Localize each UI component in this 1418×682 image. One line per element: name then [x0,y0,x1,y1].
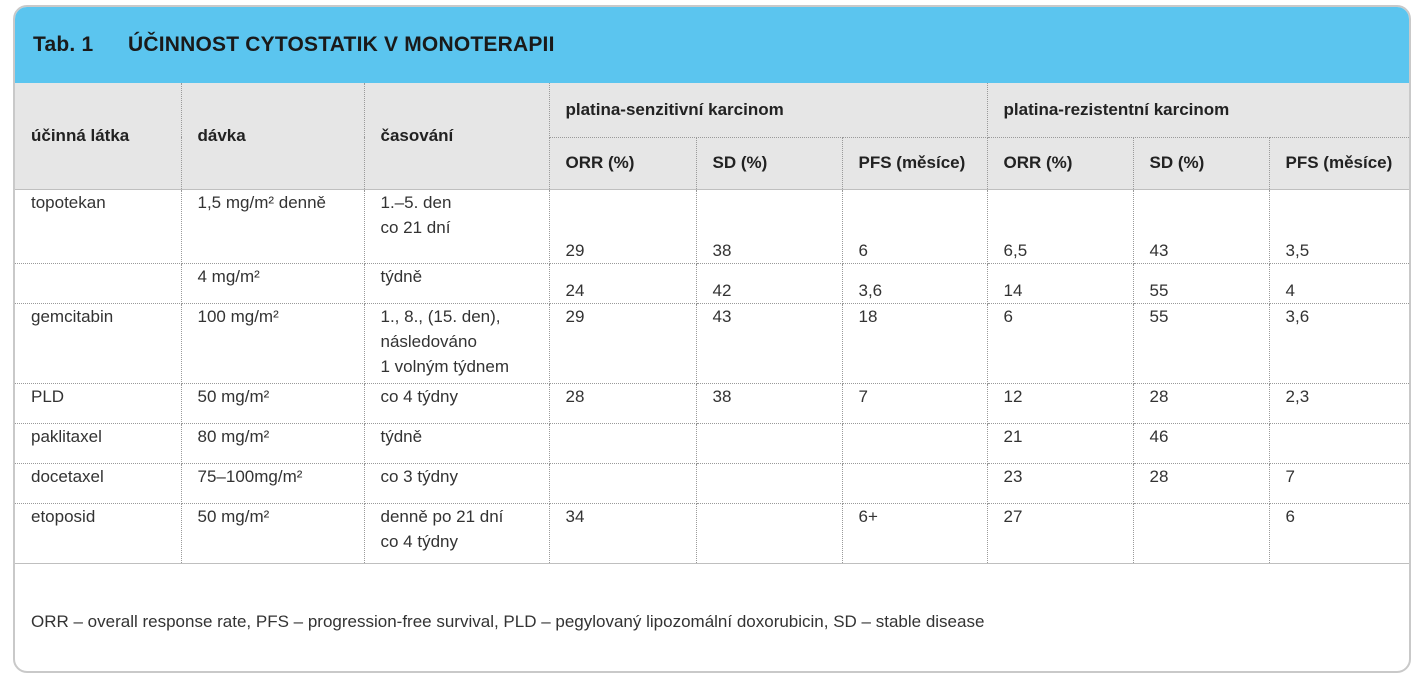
cell-sensitive-sd [696,463,842,503]
timing-line: týdně [380,266,423,286]
cell-resistant-sd [1133,503,1269,563]
timing-line: 1., 8., (15. den), [380,306,501,326]
cell-substance: paklitaxel [15,423,181,463]
col-sensitive-pfs: PFS (měsíce) [842,137,987,189]
cell-resistant-pfs: 6 [1285,506,1295,526]
table-number: Tab. 1 [33,33,94,56]
col-resistant-pfs: PFS (měsíce) [1269,137,1411,189]
cell-resistant-pfs [1269,423,1411,463]
cell-resistant-sd: 28 [1133,463,1269,503]
cell-substance: PLD [15,383,181,423]
cell-substance: etoposid [15,503,181,563]
table-row [15,189,1411,263]
cell-substance: gemcitabin [15,303,181,383]
cell-resistant-orr: 27 [987,503,1133,563]
cell-sensitive-sd: 43 [696,303,842,383]
col-resistant-sd: SD (%) [1133,137,1269,189]
cell-timing [364,383,549,423]
cell-resistant-sd: 46 [1133,423,1269,463]
cell-resistant-sd: 28 [1133,383,1269,423]
cell-sensitive-sd [696,423,842,463]
cell-timing [364,189,549,263]
cell-resistant-sd: 55 [1133,263,1269,303]
col-dose: dávka [181,83,364,189]
cell-sensitive-pfs [842,423,987,463]
cell-resistant-sd: 43 [1133,189,1269,263]
cell-dose: 100 mg/m² [181,303,364,383]
cell-sensitive-sd [696,503,842,563]
timing-line: co 3 týdny [380,466,458,486]
col-sensitive-orr: ORR (%) [549,137,696,189]
table-footnote: ORR – overall response rate, PFS – progression-free survival, PLD – pegylovaný lipozomální doxorubicin, SD – stable disease [31,612,985,631]
cell-resistant-orr: 23 [987,463,1133,503]
timing-line: následováno [380,331,477,351]
cell-resistant-orr: 21 [987,423,1133,463]
timing-line: 1.–5. den [380,192,452,212]
cell-dose: 4 mg/m² [181,263,364,303]
cell-sensitive-orr: 24 [549,263,696,303]
cell-sensitive-sd: 38 [696,189,842,263]
cell-timing [364,463,549,503]
cell-sensitive-orr: 34 [549,503,696,563]
cell-resistant-pfs: 4 [1269,263,1411,303]
cell-resistant-orr: 6,5 [987,189,1133,263]
col-timing: časování [364,83,549,189]
cell-substance [15,263,181,303]
cell-resistant-sd: 55 [1133,303,1269,383]
footer-separator [15,563,1409,564]
cell-sensitive-orr: 29 [549,303,696,383]
cell-dose: 1,5 mg/m² denně [181,189,364,263]
cell-resistant-pfs: 7 [1269,463,1411,503]
table-body [15,189,1411,563]
table-card [13,5,1411,673]
table-row [15,503,1411,563]
cell-sensitive-pfs: 6+ [842,503,987,563]
col-group-sensitive: platina-senzitivní karcinom [549,83,987,137]
cell-sensitive-orr [549,423,696,463]
cell-substance: topotekan [15,189,181,263]
cell-sensitive-orr: 28 [549,383,696,423]
timing-line: týdně [380,426,423,446]
timing-line: co 4 týdny [380,531,458,551]
col-resistant-orr: ORR (%) [987,137,1133,189]
table-row [15,383,1411,423]
cell-resistant-orr: 14 [987,263,1133,303]
cell-dose: 80 mg/m² [181,423,364,463]
cell-sensitive-pfs: 3,6 [842,263,987,303]
timing-line: co 4 týdny [380,386,458,406]
col-substance: účinná látka [15,83,181,189]
cell-dose: 75–100mg/m² [181,463,364,503]
cell-sensitive-pfs [842,463,987,503]
table-header [15,7,1409,83]
cell-sensitive-sd: 38 [696,383,842,423]
timing-line: co 21 dní [380,217,451,237]
cell-resistant-orr: 12 [987,383,1133,423]
table-row [15,263,1411,303]
cell-sensitive-pfs: 6 [842,189,987,263]
cell-timing [364,503,549,563]
table-title: ÚČINNOST CYTOSTATIK V MONOTERAPII [128,33,555,56]
cell-sensitive-orr: 29 [549,189,696,263]
cell-sensitive-pfs: 18 [842,303,987,383]
table-row [15,303,1411,383]
cell-dose: 50 mg/m² [181,503,364,563]
timing-line: denně po 21 dní [380,506,504,526]
cell-timing [364,423,549,463]
cell-timing [364,303,549,383]
timing-line: 1 volným týdnem [380,356,509,376]
table-row [15,463,1411,503]
efficacy-table [15,83,1411,563]
cell-sensitive-sd: 42 [696,263,842,303]
cell-dose: 50 mg/m² [181,383,364,423]
cell-timing [364,263,549,303]
cell-sensitive-orr [549,463,696,503]
col-sensitive-sd: SD (%) [696,137,842,189]
col-group-resistant: platina-rezistentní karcinom [987,83,1411,137]
cell-resistant-pfs: 3,6 [1269,303,1411,383]
cell-resistant-orr: 6 [987,303,1133,383]
cell-sensitive-pfs: 7 [842,383,987,423]
cell-resistant-pfs: 2,3 [1269,383,1411,423]
table-row [15,423,1411,463]
cell-resistant-pfs: 3,5 [1269,189,1411,263]
cell-substance: docetaxel [15,463,181,503]
